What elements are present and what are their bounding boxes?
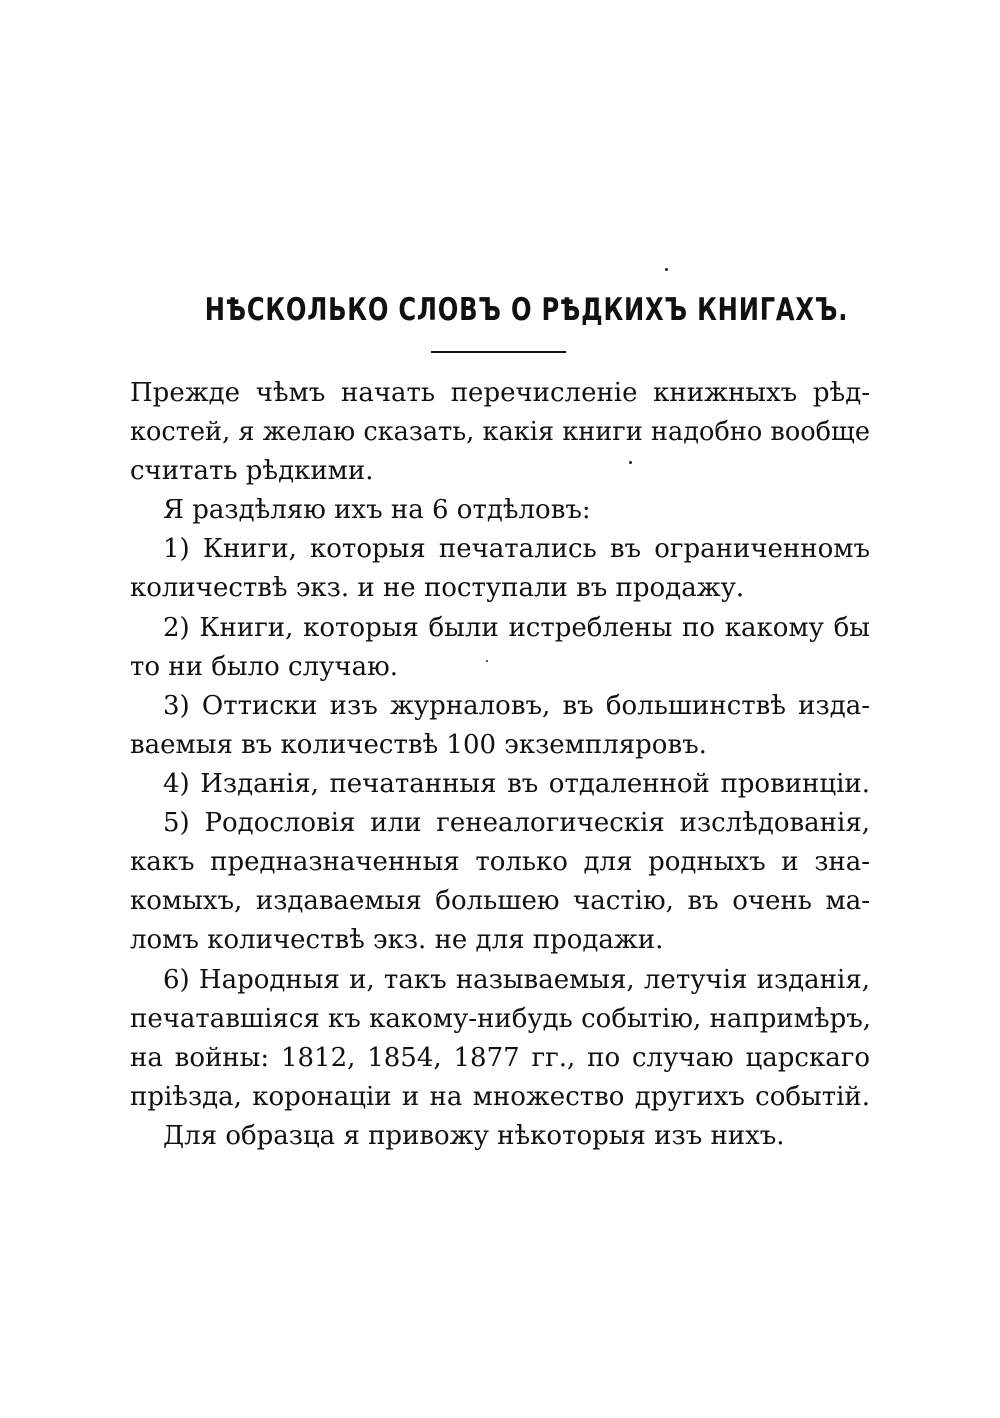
text-line: 5) Родословія или генеалогическія изслѣдованія, — [163, 808, 870, 838]
text-line: 3) Оттиски изъ журналовъ, въ большинствѣ изда- — [163, 691, 870, 721]
text-line: Прежде чѣмъ начать перечисленіе книжныхъ рѣд- — [130, 378, 870, 408]
text-line: ваемыя въ количествѣ 100 экземпляровъ. — [130, 730, 707, 760]
text-line: ломъ количествѣ экз. не для продажи. — [130, 925, 664, 955]
text-line: костей, я желаю сказать, какія книги надобно вообще — [130, 417, 870, 447]
text-line: Для образца я привожу нѣкоторыя изъ нихъ. — [163, 1121, 785, 1151]
scan-speck — [665, 268, 668, 271]
scan-speck — [629, 461, 632, 464]
chapter-title: НѢСКОЛЬКО СЛОВЪ О РѢДКИХЪ КНИГАХЪ. — [204, 292, 849, 328]
text-line: какъ предназначенныя только для родныхъ и зна- — [130, 847, 870, 877]
text-line: считать рѣдкими. — [130, 456, 374, 486]
text-line: 6) Народныя и, такъ называемыя, летучія изданія, — [163, 965, 870, 995]
title-divider — [431, 351, 566, 353]
text-line: 2) Книги, которыя были истреблены по какому бы — [163, 613, 870, 643]
text-line: количествѣ экз. и не поступали въ продажу. — [130, 573, 745, 603]
text-line: печатавшіяся къ какому-нибудь событію, напримѣръ, — [130, 1004, 872, 1034]
text-line: пріѣзда, коронаціи и на множество другихъ событій. — [130, 1082, 870, 1112]
scan-speck — [486, 660, 488, 662]
text-line: комыхъ, издаваемыя большею частію, въ очень ма- — [130, 886, 870, 916]
text-line: 4) Изданія, печатанныя въ отдаленной провинціи. — [163, 769, 870, 799]
text-line: то ни было случаю. — [130, 652, 398, 682]
text-line: 1) Книги, которыя печатались въ ограниченномъ — [163, 534, 870, 564]
text-line: на войны: 1812, 1854, 1877 гг., по случаю царскаго — [130, 1043, 870, 1073]
text-line: Я раздѣляю ихъ на 6 отдѣловъ: — [163, 495, 591, 525]
